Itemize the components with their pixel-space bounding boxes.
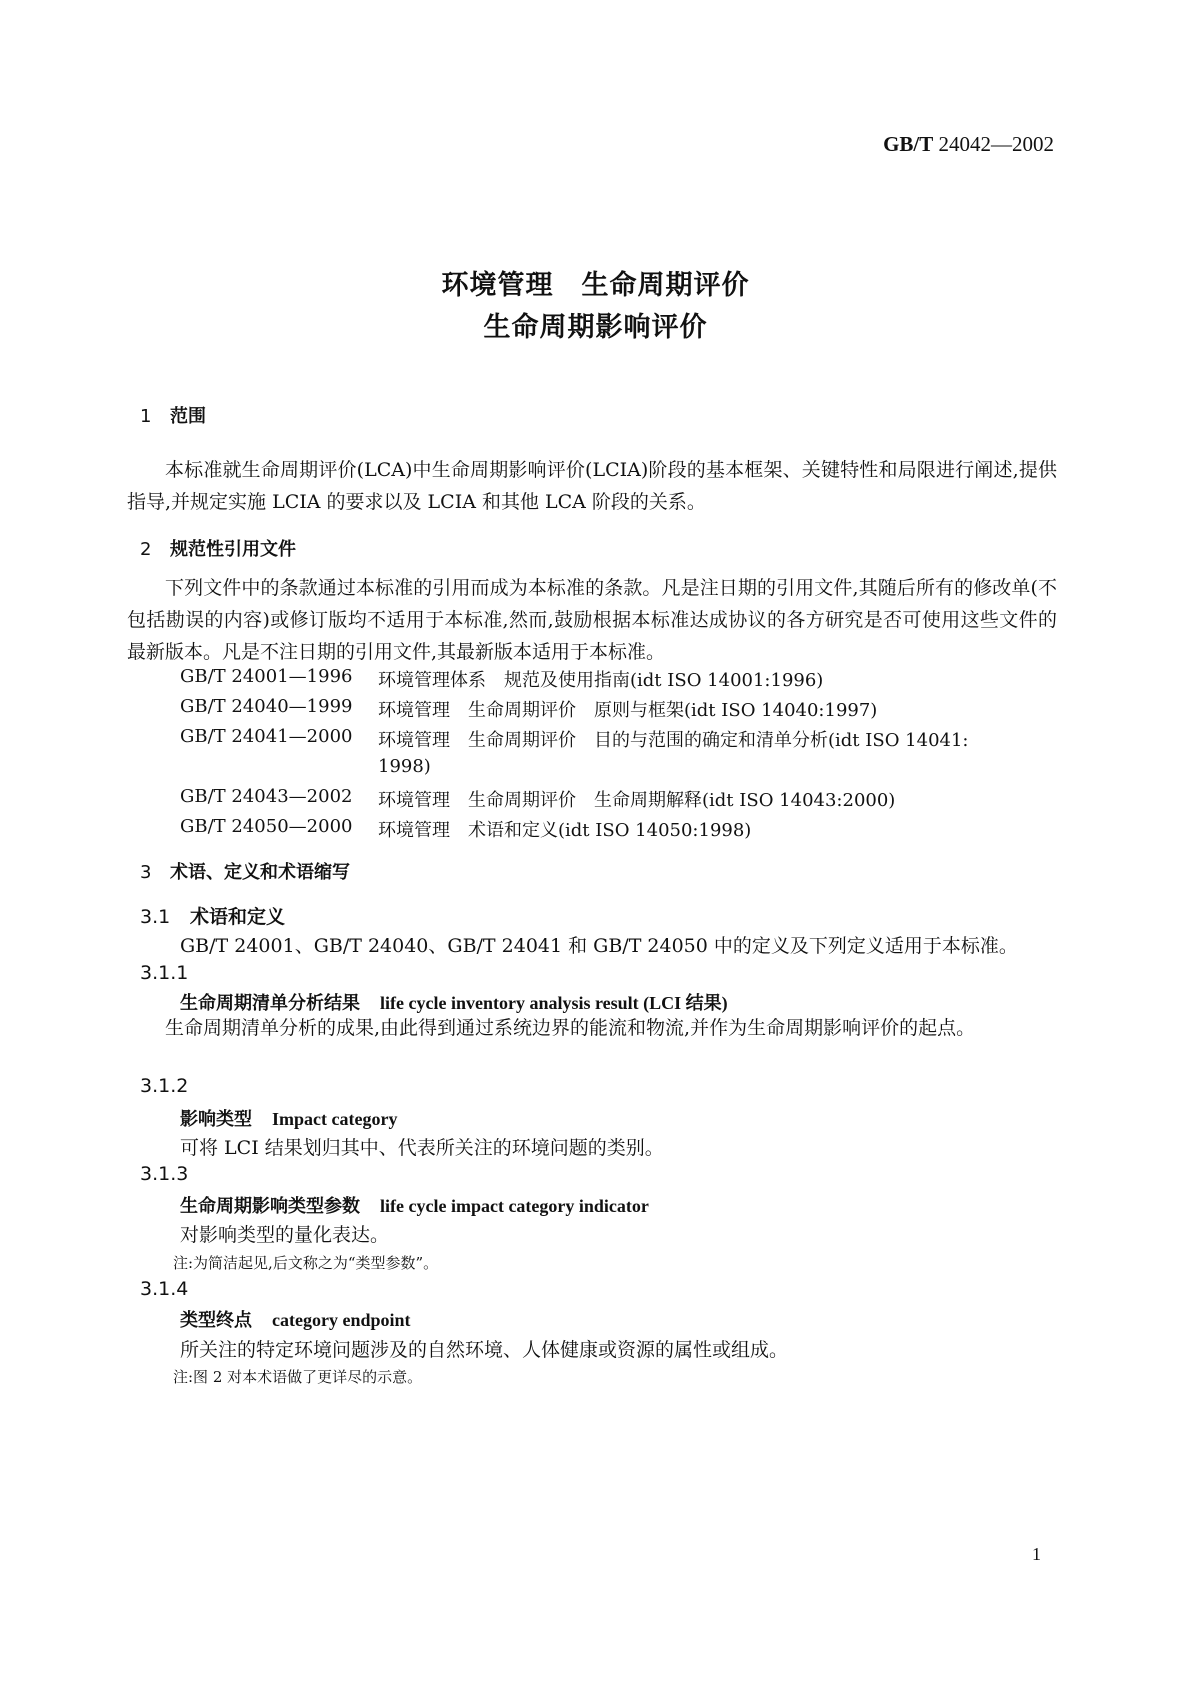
- term-number: 3.1.4: [140, 1278, 189, 1300]
- section-2-text: 下列文件中的条款通过本标准的引用而成为本标准的条款。凡是注日期的引用文件,其随后所有的修改单(不包括勘误的内容)或修订版均不适用于本标准,然而,鼓励根据本标准达成协议的各方研究是否可使用这些文件的最新版本。凡是不注日期的引用文件,其最新版本适用于本标准。: [127, 577, 1057, 663]
- page-number: 1: [1032, 1544, 1041, 1564]
- ref-code: GB/T 24043—2002: [180, 786, 353, 807]
- ref-title: 环境管理 生命周期评价 原则与框架(idt ISO 14040:1997): [378, 700, 878, 721]
- standard-code: GB/T 24042—2002: [883, 132, 1054, 156]
- section-2-heading: 2 规范性引用文件: [140, 539, 296, 560]
- document-title-line1: 环境管理 生命周期评价: [441, 270, 750, 301]
- term-number: 3.1.2: [140, 1075, 189, 1097]
- term-note: 注:为简洁起见,后文称之为“类型参数”。: [173, 1254, 439, 1272]
- ref-title: 环境管理 术语和定义(idt ISO 14050:1998): [378, 820, 752, 841]
- subsection-3-1-text: GB/T 24001、GB/T 24040、GB/T 24041 和 GB/T 24050 中的定义及下列定义适用于本标准。: [180, 935, 1018, 957]
- section-3-heading: 3 术语、定义和术语缩写: [140, 862, 350, 883]
- document-title-line2: 生命周期影响评价: [483, 312, 708, 343]
- ref-title: 环境管理 生命周期评价 生命周期解释(idt ISO 14043:2000): [378, 790, 896, 811]
- ref-code: GB/T 24050—2000: [180, 816, 353, 837]
- ref-code: GB/T 24041—2000: [180, 726, 353, 747]
- ref-title-continued: 1998): [378, 756, 431, 777]
- term-number: 3.1.3: [140, 1163, 189, 1185]
- ref-code: GB/T 24040—1999: [180, 696, 353, 717]
- term-definition: 所关注的特定环境问题涉及的自然环境、人体健康或资源的属性或组成。: [180, 1339, 789, 1361]
- term-heading: 生命周期影响类型参数 life cycle impact category indicator: [180, 1196, 649, 1217]
- term-heading: 生命周期清单分析结果 life cycle inventory analysis result (LCI 结果): [180, 993, 728, 1014]
- section-1-text: 本标准就生命周期评价(LCA)中生命周期影响评价(LCIA)阶段的基本框架、关键特性和局限进行阐述,提供指导,并规定实施 LCIA 的要求以及 LCIA 和其他 LCA 阶段的关系。: [127, 459, 1057, 513]
- section-1-heading: 1 范围: [140, 406, 206, 427]
- term-heading: 类型终点 category endpoint: [180, 1310, 411, 1331]
- term-definition: 可将 LCI 结果划归其中、代表所关注的环境问题的类别。: [180, 1137, 664, 1159]
- term-number: 3.1.1: [140, 962, 189, 984]
- term-note: 注:图 2 对本术语做了更详尽的示意。: [173, 1368, 423, 1386]
- term-definition: 生命周期清单分析的成果,由此得到通过系统边界的能流和物流,并作为生命周期影响评价的起点。: [165, 1017, 976, 1039]
- term-heading: 影响类型 Impact category: [180, 1109, 398, 1130]
- subsection-3-1-heading: 3.1 术语和定义: [140, 906, 286, 928]
- ref-title: 环境管理 生命周期评价 目的与范围的确定和清单分析(idt ISO 14041:: [378, 730, 969, 751]
- ref-code: GB/T 24001—1996: [180, 666, 353, 687]
- term-definition: 对影响类型的量化表达。: [180, 1224, 390, 1246]
- ref-title: 环境管理体系 规范及使用指南(idt ISO 14001:1996): [378, 670, 824, 691]
